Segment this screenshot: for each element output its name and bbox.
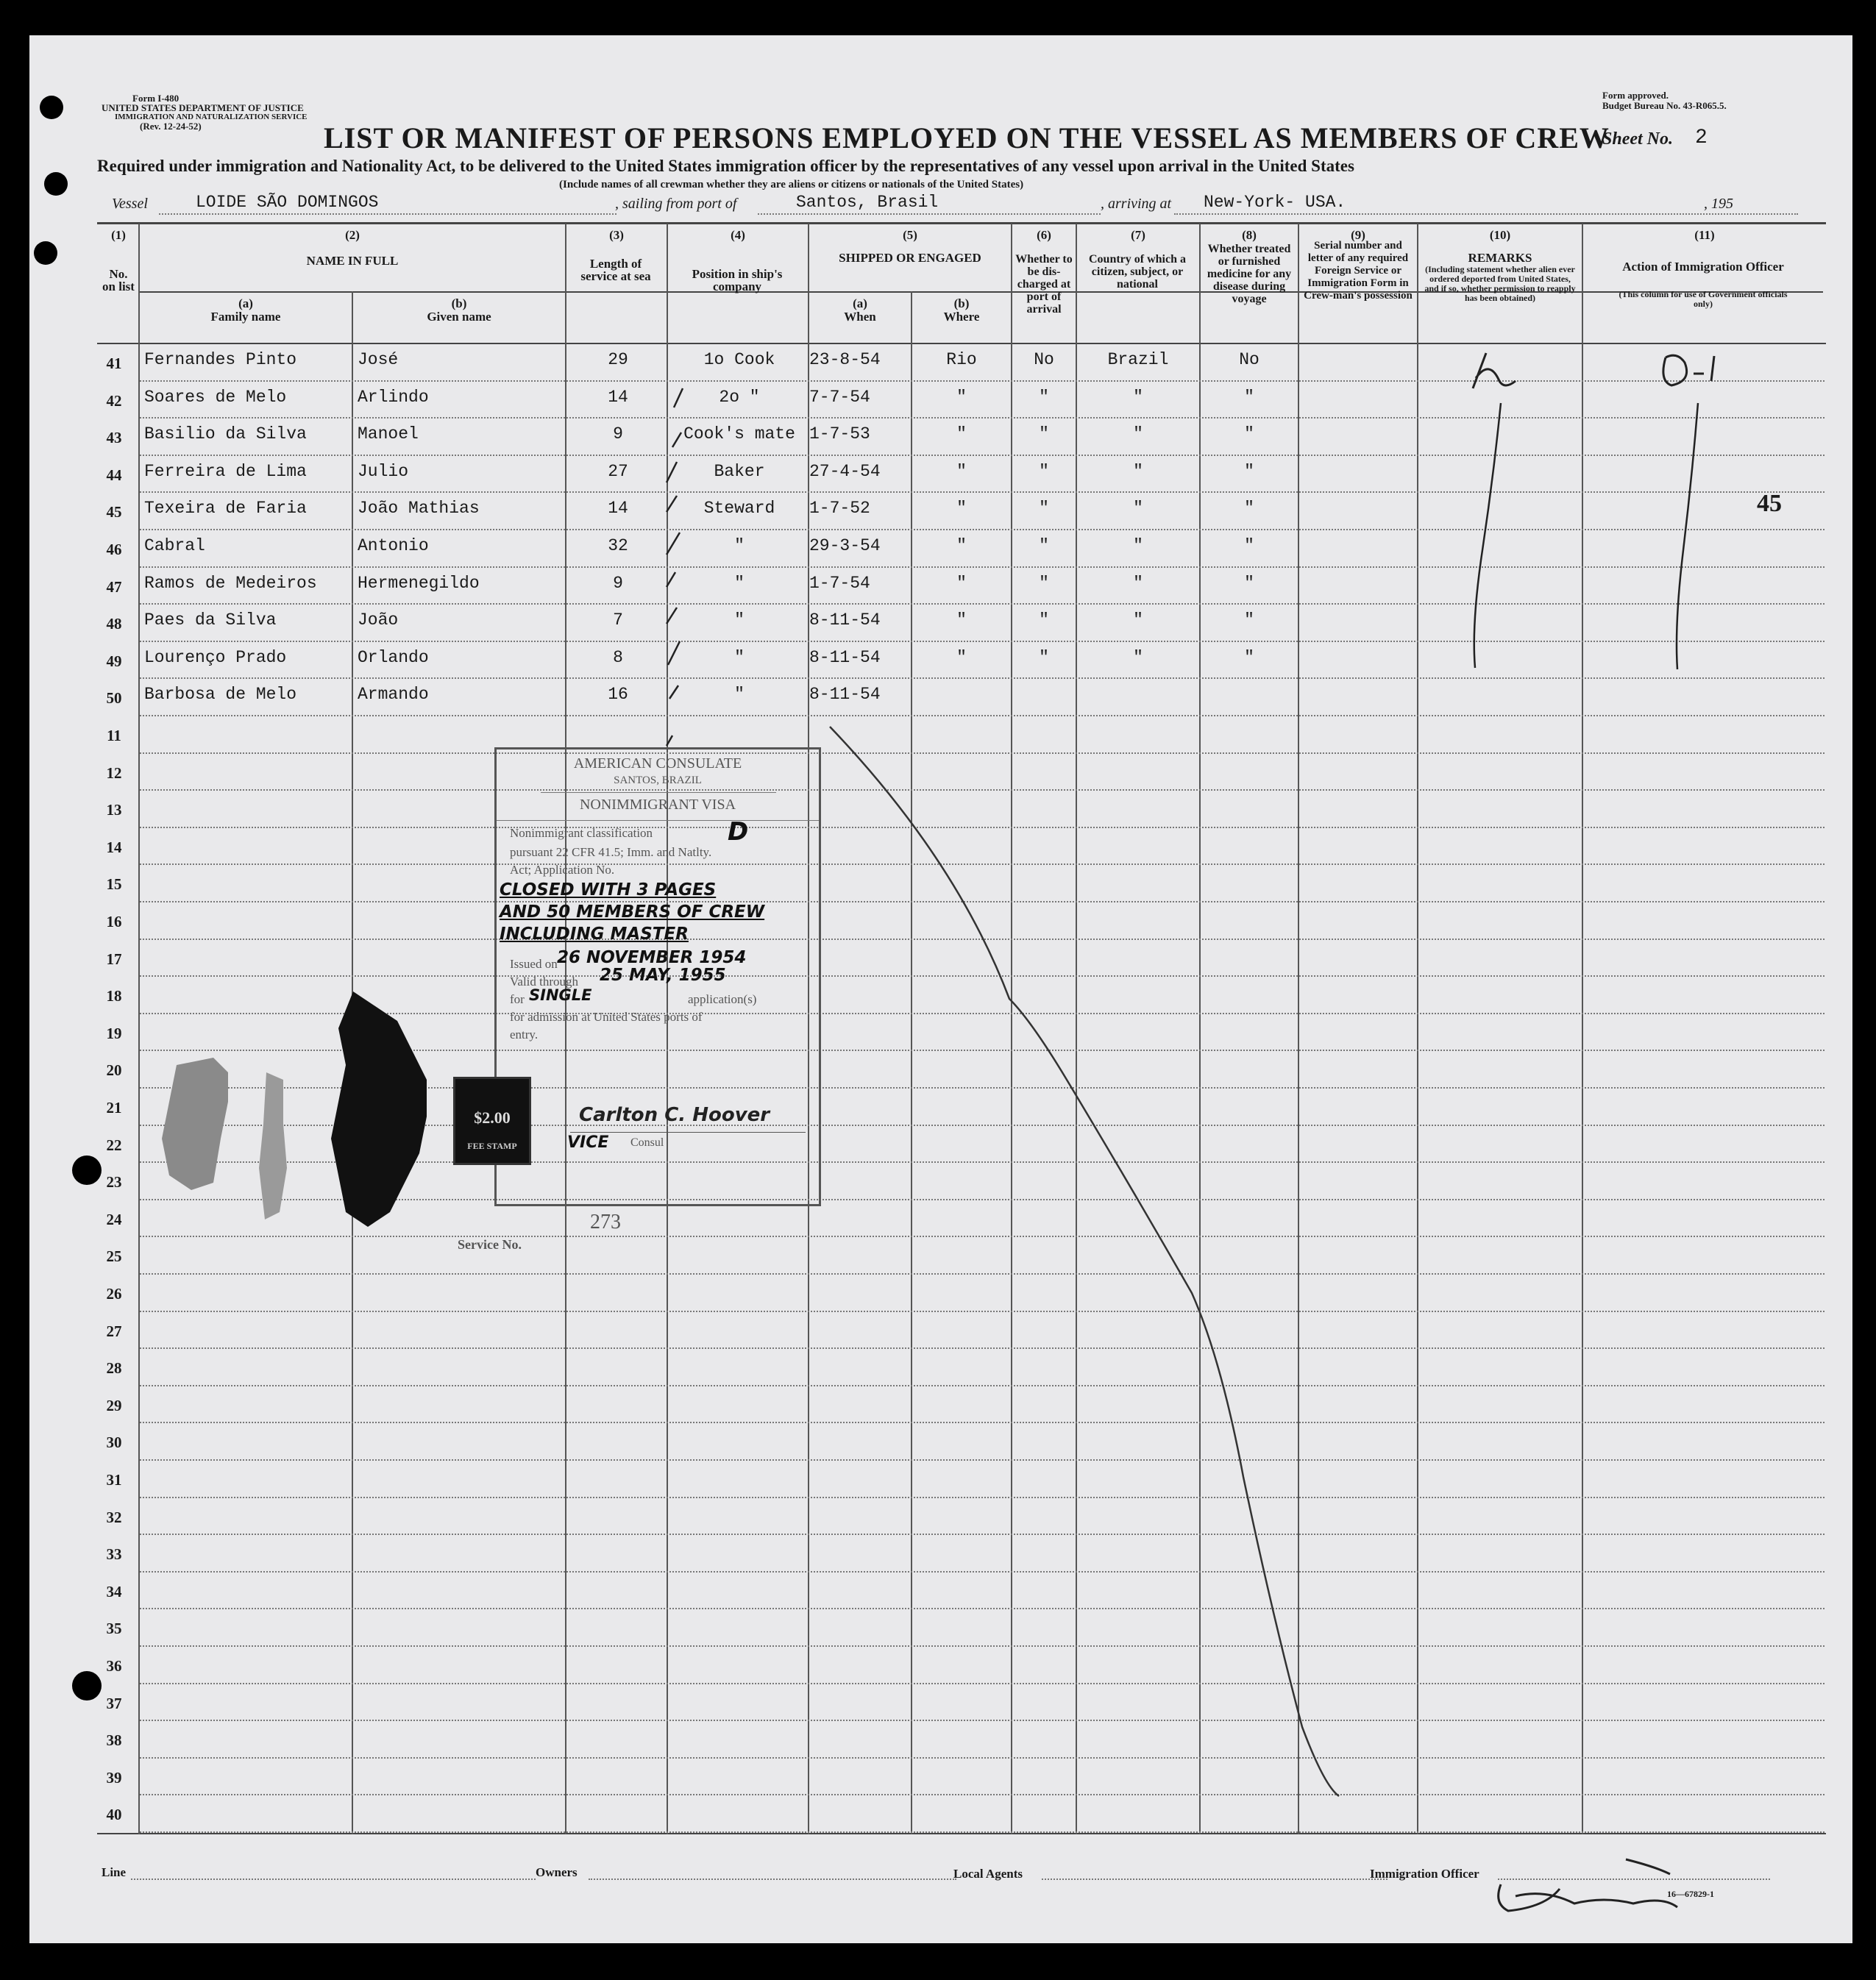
cell-length: 8 [613, 647, 623, 667]
page-title: LIST OR MANIFEST OF PERSONS EMPLOYED ON THE VESSEL AS MEMBERS OF CREW [324, 121, 1610, 154]
seal-impression-middle [259, 1072, 287, 1219]
header-remarks: REMARKS [1468, 251, 1532, 265]
form-approved: Form approved. [1602, 90, 1669, 101]
header-action-note: (This column for use of Government officials only) [1619, 289, 1788, 309]
embossed-seal [331, 991, 427, 1227]
manifest-sheet [29, 35, 1852, 1943]
stamp-for-label: for [510, 992, 525, 1006]
footer-owners-label: Owners [536, 1865, 578, 1879]
required-statement: Required under immigration and Nationality Act, to be delivered to the United States immigration officer by the representatives of any vessel upon arrival in the United States [97, 157, 1354, 175]
vessel-label: Vessel [112, 196, 148, 212]
cell-medicine: No [1239, 350, 1259, 369]
row-line-number: 31 [106, 1471, 122, 1489]
cell-length: 9 [613, 573, 623, 593]
cell-given: Arlindo [358, 387, 429, 407]
row-line-number: 19 [106, 1024, 122, 1042]
handwriting-overlay [29, 35, 1852, 1943]
row-line-number: 13 [106, 801, 122, 819]
cell-where: " [956, 610, 967, 630]
cell-family: Lourenço Prado [144, 647, 287, 667]
cell-where: " [956, 387, 967, 407]
cell-when: 27-4-54 [809, 461, 881, 481]
row-line-number: 14 [106, 838, 122, 856]
cell-length: 14 [608, 387, 628, 407]
side-page-number: 45 [1757, 490, 1782, 517]
seal-impression-left [162, 1058, 228, 1190]
cell-discharged: " [1039, 647, 1049, 667]
stamp-issued-date: 26 NOVEMBER 1954 [557, 948, 747, 967]
stamp-valid-date: 25 MAY, 1955 [600, 966, 726, 985]
cell-medicine: " [1244, 573, 1254, 593]
department-line: UNITED STATES DEPARTMENT OF JUSTICE [102, 102, 304, 113]
cell-given: José [358, 350, 399, 369]
row-line-number: 26 [106, 1285, 122, 1303]
cell-discharged: " [1039, 573, 1049, 593]
col-number-8: (8) [1242, 228, 1257, 242]
revision-date: (Rev. 12-24-52) [140, 121, 202, 132]
cell-given: João [358, 610, 399, 630]
service-line: IMMIGRATION AND NATURALIZATION SERVICE [115, 113, 308, 121]
action-ditto-line [1677, 403, 1698, 669]
cell-when: 8-11-54 [809, 610, 881, 630]
row-line-number: 40 [106, 1806, 122, 1824]
stamp-valid-label: Valid through [510, 975, 579, 989]
cell-when: 8-11-54 [809, 647, 881, 667]
cell-position: " [734, 685, 745, 705]
cell-when: 29-3-54 [809, 536, 881, 555]
header-when-a: (a) [853, 296, 867, 310]
cell-country: " [1133, 387, 1143, 407]
cell-length: 32 [608, 536, 628, 555]
cell-position: Baker [714, 461, 765, 481]
col-number-4: (4) [731, 228, 745, 242]
include-note: (Include names of all crewman whether they are aliens or citizens or nationals of the United States) [559, 179, 1024, 190]
row-line-number: 35 [106, 1620, 122, 1638]
cell-length: 16 [608, 685, 628, 705]
row-line-number: 39 [106, 1768, 122, 1787]
row-line-number: 25 [106, 1247, 122, 1266]
cell-given: Orlando [358, 647, 429, 667]
header-family-a: (a) [238, 296, 253, 310]
cell-family: Basilio da Silva [144, 424, 307, 444]
row-line-number: 32 [106, 1508, 122, 1526]
cell-medicine: " [1244, 647, 1254, 667]
cell-when: 8-11-54 [809, 685, 881, 705]
sheet-number: 2 [1695, 127, 1708, 149]
cell-country: " [1133, 499, 1143, 519]
row-line-number: 47 [106, 577, 122, 596]
row-line-number: 23 [106, 1173, 122, 1192]
stamp-closed-line1: CLOSED WITH 3 PAGES [500, 880, 717, 900]
footer-owners-rule [589, 1878, 956, 1880]
cell-position: " [734, 573, 745, 593]
header-no-on-list: No. on list [102, 267, 135, 293]
consul-title: Consul [630, 1136, 664, 1149]
vessel-name: LOIDE SÃO DOMINGOS [196, 193, 379, 212]
col-number-11: (11) [1694, 228, 1715, 242]
col-number-3: (3) [609, 228, 624, 242]
row-line-number: 22 [106, 1136, 122, 1154]
stamp-rule [541, 792, 776, 793]
row-line-number: 38 [106, 1731, 122, 1750]
punch-hole-2 [44, 172, 68, 196]
consulate-visa-stamp [494, 747, 821, 1206]
col-number-1: (1) [111, 228, 126, 242]
stamp-closed-line3: INCLUDING MASTER [500, 925, 689, 944]
footer-agents-label: Local Agents [953, 1867, 1023, 1881]
check-marks [667, 388, 683, 746]
cell-given: Manoel [358, 424, 419, 444]
punch-hole-3 [34, 241, 57, 265]
row-line-number: 15 [106, 875, 122, 894]
header-when: When [844, 310, 876, 324]
cell-position: " [734, 536, 745, 555]
remarks-ditto-line [1474, 403, 1501, 668]
cell-country: " [1133, 573, 1143, 593]
fee-revenue-stamp [453, 1077, 531, 1165]
footer-officer-rule [1498, 1878, 1770, 1880]
row-line-number: 16 [106, 913, 122, 930]
row-line-number: 37 [106, 1694, 122, 1712]
row-line-number: 28 [106, 1359, 122, 1378]
row-line-number: 42 [106, 391, 122, 410]
cell-where: " [956, 536, 967, 555]
cell-length: 9 [613, 424, 623, 444]
arriving-port: New-York- USA. [1204, 193, 1346, 212]
cell-discharged: " [1039, 499, 1049, 519]
cell-position: " [734, 647, 745, 667]
header-position: Position in ship's company [692, 267, 783, 293]
header-family-name: Family name [210, 310, 281, 324]
header-shipped: SHIPPED OR ENGAGED [839, 251, 981, 265]
cell-country: " [1133, 424, 1143, 444]
cell-family: Fernandes Pinto [144, 350, 297, 369]
row-line-number: 34 [106, 1582, 122, 1600]
row-line-number: 24 [106, 1210, 122, 1228]
row-line-number: 18 [106, 987, 122, 1005]
header-given-name: Given name [427, 310, 491, 324]
cell-family: Texeira de Faria [144, 499, 307, 519]
row-line-number: 30 [106, 1434, 122, 1452]
col-number-9: (9) [1351, 228, 1365, 242]
footer-agents-rule [1042, 1878, 1388, 1880]
stamp-for-value: SINGLE [529, 986, 592, 1004]
cell-family: Ferreira de Lima [144, 461, 307, 481]
cell-country: " [1133, 647, 1143, 667]
header-remarks-note: (Including statement whether alien ever ordered deported from United States, and if so, whether permission to reapply has been obtained) [1424, 264, 1576, 303]
cell-when: 1-7-54 [809, 573, 870, 593]
row-line-number: 49 [106, 652, 122, 670]
row-line-number: 44 [106, 466, 122, 484]
stamp-city: SANTOS, BRAZIL [614, 774, 702, 786]
cell-medicine: " [1244, 461, 1254, 481]
cell-country: " [1133, 536, 1143, 555]
sailing-port: Santos, Brasil [796, 193, 939, 212]
header-medicine: Whether treated or furnished medicine for any disease during voyage [1207, 243, 1292, 305]
cell-where: " [956, 461, 967, 481]
service-no-value: 273 [590, 1211, 621, 1233]
fee-amount: $2.00 [474, 1108, 511, 1127]
cell-length: 27 [608, 461, 628, 481]
cell-where: " [956, 573, 967, 593]
cell-family: Paes da Silva [144, 610, 277, 630]
row-line-number: 27 [106, 1322, 122, 1340]
sailing-label: , sailing from port of [615, 196, 737, 212]
sheet-label: Sheet No. [1602, 129, 1673, 149]
cell-given: João Mathias [358, 499, 480, 519]
form-number: Form I-480 [132, 93, 180, 104]
stamp-admission: for admission at United States ports of [510, 1010, 703, 1024]
cell-given: Antonio [358, 536, 429, 555]
row-line-number: 41 [106, 355, 122, 372]
cell-length: 7 [613, 610, 623, 630]
header-discharged: Whether to be dis-charged at port of arrival [1015, 253, 1073, 316]
cell-family: Barbosa de Melo [144, 685, 297, 705]
footer-line-label: Line [102, 1865, 127, 1879]
row-line-number: 50 [106, 689, 122, 708]
punch-hole-5 [72, 1671, 102, 1701]
punch-hole-4 [72, 1155, 102, 1185]
cell-medicine: " [1244, 424, 1254, 444]
stamp-rule-2 [497, 820, 819, 821]
cell-given: Hermenegildo [358, 573, 480, 593]
col-number-6: (6) [1037, 228, 1051, 242]
cell-discharged: " [1039, 387, 1049, 407]
row-line-number: 36 [106, 1657, 122, 1675]
signature-line [570, 1132, 806, 1133]
row-line-number: 11 [107, 727, 121, 744]
row-line-number: 21 [106, 1099, 122, 1117]
cell-country: " [1133, 610, 1143, 630]
cell-where: " [956, 499, 967, 519]
budget-bureau: Budget Bureau No. 43-R065.5. [1602, 100, 1727, 111]
consul-prefix: VICE [567, 1133, 609, 1152]
stamp-issued-label: Issued on [510, 957, 558, 971]
stamp-applications: application(s) [688, 992, 757, 1006]
year-label: , 195 [1704, 196, 1733, 212]
service-no-label: Service No. [458, 1237, 522, 1252]
cell-position: " [734, 610, 745, 630]
header-length: Length of service at sea [580, 257, 651, 283]
cell-when: 23-8-54 [809, 350, 881, 369]
row-line-number: 20 [106, 1061, 122, 1080]
row-line-number: 43 [106, 429, 122, 447]
form-code: 16—67829-1 [1667, 1889, 1714, 1899]
action-d-mark [1663, 355, 1687, 385]
cell-where: " [956, 647, 967, 667]
closing-diagonal-line [830, 727, 1339, 1796]
cell-family: Soares de Melo [144, 387, 287, 407]
row-line-number: 45 [106, 503, 122, 521]
officer-signature [1499, 1859, 1677, 1911]
footer-line-rule [131, 1878, 536, 1880]
header-country: Country of which a citizen, subject, or national [1088, 253, 1186, 291]
cell-when: 1-7-52 [809, 499, 870, 519]
cell-length: 14 [608, 499, 628, 519]
cell-country: Brazil [1107, 350, 1169, 369]
header-where-b: (b) [953, 296, 970, 310]
row-line-number: 33 [106, 1545, 122, 1564]
cell-when: 1-7-53 [809, 424, 870, 444]
cell-given: Julio [358, 461, 409, 481]
cell-discharged: No [1034, 350, 1054, 369]
remarks-ne-mark [1473, 353, 1516, 388]
col-number-2: (2) [345, 228, 360, 242]
col-number-5: (5) [903, 228, 917, 242]
cell-discharged: " [1039, 610, 1049, 630]
fee-label: FEE STAMP [467, 1141, 517, 1151]
consul-signature: Carlton C. Hoover [579, 1104, 770, 1126]
cell-country: " [1133, 461, 1143, 481]
cell-medicine: " [1244, 387, 1254, 407]
col-number-7: (7) [1131, 228, 1145, 242]
cell-medicine: " [1244, 536, 1254, 555]
row-line-number: 48 [106, 615, 122, 633]
cell-discharged: " [1039, 424, 1049, 444]
cell-family: Ramos de Medeiros [144, 573, 317, 593]
row-line-number: 29 [106, 1396, 122, 1414]
stamp-consulate: AMERICAN CONSULATE [573, 755, 742, 772]
cell-medicine: " [1244, 610, 1254, 630]
cell-when: 7-7-54 [809, 387, 870, 407]
cell-position: Cook's mate [683, 424, 795, 444]
header-action: Action of Immigration Officer [1622, 260, 1784, 274]
cell-position: Steward [703, 499, 775, 519]
cell-medicine: " [1244, 499, 1254, 519]
footer-officer-label: Immigration Officer [1370, 1867, 1479, 1881]
cell-discharged: " [1039, 536, 1049, 555]
row-line-number: 12 [106, 763, 122, 782]
header-name-in-full: NAME IN FULL [306, 254, 399, 268]
row-line-number: 17 [106, 950, 122, 968]
cell-position: 2o " [719, 387, 760, 407]
cell-where: " [956, 424, 967, 444]
row-line-number: 46 [106, 541, 122, 558]
header-given-b: (b) [451, 296, 467, 310]
stamp-classification-label: Nonimmigrant classification [510, 826, 653, 840]
cell-length: 29 [608, 350, 628, 369]
stamp-act: Act; Application No. [510, 863, 615, 877]
stamp-entry: entry. [510, 1028, 539, 1041]
cell-where: Rio [946, 350, 977, 369]
cell-discharged: " [1039, 461, 1049, 481]
col-number-10: (10) [1489, 228, 1511, 242]
stamp-classification: D [728, 817, 749, 847]
cell-position: 1o Cook [703, 350, 775, 369]
stamp-pursuant: pursuant 22 CFR 41.5; Imm. and Natlty. [510, 845, 712, 859]
header-serial: Serial number and letter of any required Foreign Service or Immigration Form in Crew-man's possession [1304, 240, 1413, 302]
stamp-closed-line2: AND 50 MEMBERS OF CREW [500, 902, 765, 922]
cell-family: Cabral [144, 536, 205, 555]
cell-given: Armando [358, 685, 429, 705]
stamp-visa-type: NONIMMIGRANT VISA [579, 797, 736, 813]
header-where: Where [943, 310, 980, 324]
arriving-label: , arriving at [1101, 196, 1172, 212]
action-dash-one [1694, 356, 1714, 381]
punch-hole-1 [40, 96, 63, 119]
